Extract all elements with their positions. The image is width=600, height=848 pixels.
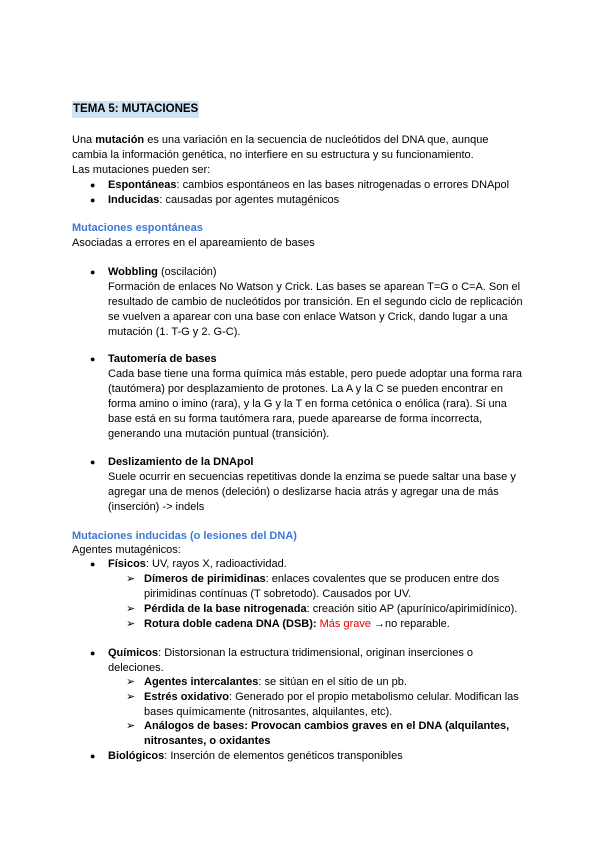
- wobbling-text: Formación de enlaces No Watson y Crick. Las bases se aparean T=G o C=A. Son el: [108, 281, 521, 293]
- section-heading-spontaneous: Mutaciones espontáneas: [72, 222, 203, 234]
- deslizamiento-text: agregar una de menos (deleción) o deslizarse hacia atrás y agregar una de más: [108, 486, 499, 498]
- item-heading-deslizamiento: Deslizamiento de la DNApol: [108, 456, 254, 468]
- arrow-bullet-icon: ➢: [126, 603, 136, 615]
- bullet-icon: ●: [90, 648, 96, 658]
- wobbling-text: resultado de cambio de nucleótidos por transición. En el segundo ciclo de replicación: [108, 296, 523, 308]
- section-subtitle: Asociadas a errores en el apareamiento de bases: [72, 237, 315, 249]
- sub-item: Estrés oxidativo: Generado por el propio metabolismo celular. Modifican las: [144, 691, 519, 703]
- intro-line-1: Una mutación es una variación en la secuencia de nucleótidos del DNA que, aunque: [72, 134, 489, 146]
- deslizamiento-text: Suele ocurrir en secuencias repetitivas donde la enzima se puede saltar una base y: [108, 471, 516, 483]
- item-quimicos-cont: deleciones.: [108, 662, 164, 674]
- tautomeria-text: base está en su forma tautómera rara, puede aparearse de forma incorrecta,: [108, 413, 483, 425]
- bullet-icon: ●: [90, 559, 96, 569]
- item-quimicos: Químicos: Distorsionan la estructura tridimensional, originan inserciones o: [108, 647, 473, 659]
- wobbling-text: mutación (1. T-G y 2. G-C).: [108, 326, 241, 338]
- arrow-bullet-icon: ➢: [126, 676, 136, 688]
- deslizamiento-text: (inserción) -> indels: [108, 501, 205, 513]
- list-item: Espontáneas: cambios espontáneos en las bases nitrogenadas o errores DNApol: [108, 179, 510, 191]
- intro-line-3: Las mutaciones pueden ser:: [72, 164, 211, 176]
- list-item: Inducidas: causadas por agentes mutagénicos: [108, 194, 340, 206]
- sub-item: Análogos de bases: Provocan cambios graves en el DNA (alquilantes,: [144, 720, 510, 732]
- item-fisicos: Físicos: UV, rayos X, radioactividad.: [108, 558, 287, 570]
- tautomeria-text: Cada base tiene una forma química más estable, pero puede adoptar una forma rara: [108, 368, 522, 380]
- sub-item: Rotura doble cadena DNA (DSB): Más grave →no reparable.: [144, 618, 450, 630]
- arrow-bullet-icon: ➢: [126, 691, 136, 703]
- section-heading-induced: Mutaciones inducidas (o lesiones del DNA): [72, 530, 297, 542]
- tautomeria-text: (tautómera) por desplazamiento de protones. La A y la C se pueden encontrar en: [108, 383, 504, 395]
- intro-line-2: cambia la información genética, no interfiere en su estructura y su funcionamiento.: [72, 149, 474, 161]
- item-heading-wobbling: Wobbling (oscilación): [108, 266, 217, 278]
- sub-item: Dímeros de pirimidinas: enlaces covalentes que se producen entre dos: [144, 573, 500, 585]
- tautomeria-text: forma amino o imino (rara), y la G y la T en forma cetónica o enólica (rara). Si una: [108, 398, 507, 410]
- sub-item: Agentes intercalantes: se sitúan en el sitio de un pb.: [144, 676, 407, 688]
- item-heading-tautomeria: Tautomería de bases: [108, 353, 217, 365]
- sub-item-cont: bases químicamente (nitrosantes, alquilantes, etc).: [144, 706, 393, 718]
- bullet-icon: ●: [90, 267, 96, 277]
- wobbling-text: se vuelven a aparear con una base con enlace Watson y Crick, dando lugar a una: [108, 311, 508, 323]
- item-biologicos: Biológicos: Inserción de elementos genéticos transponibles: [108, 750, 403, 762]
- bullet-icon: ●: [90, 195, 96, 205]
- arrow-bullet-icon: ➢: [126, 573, 136, 585]
- sub-item: Pérdida de la base nitrogenada: creación sitio AP (apurínico/apirimidínico).: [144, 603, 518, 615]
- sub-item-cont: pirimidinas contínuas (T sobretodo). Causados por UV.: [144, 588, 412, 600]
- arrow-bullet-icon: ➢: [126, 618, 136, 630]
- sub-item-cont: nitrosantes, o oxidantes: [144, 735, 271, 747]
- tautomeria-text: generando una mutación puntual (transición).: [108, 428, 330, 440]
- bullet-icon: ●: [90, 751, 96, 761]
- section-subtitle: Agentes mutagénicos:: [72, 544, 181, 556]
- arrow-bullet-icon: ➢: [126, 720, 136, 732]
- page-title: TEMA 5: MUTACIONES: [72, 101, 199, 118]
- bullet-icon: ●: [90, 354, 96, 364]
- bullet-icon: ●: [90, 180, 96, 190]
- highlight-red: Más grave: [319, 618, 371, 630]
- bullet-icon: ●: [90, 457, 96, 467]
